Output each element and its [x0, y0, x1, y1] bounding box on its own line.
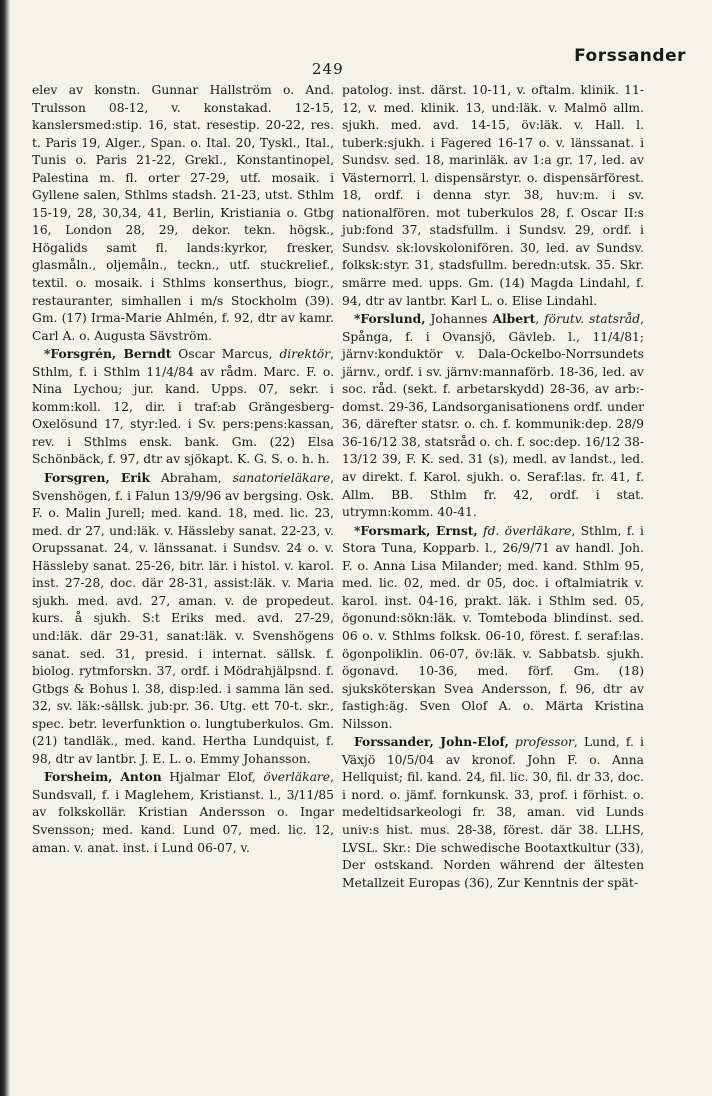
entry-text: , Sundsvall, f. i Maglehem, Kristianst. l., 3/11/85 av folkskollär. Kristian Andersson o. Ingar Svensson; med. kand. Lund 07, med. lic. 12, aman. v. anat. inst. i Lund 06-07, v.: [32, 770, 334, 855]
biography-entry: [342, 733, 644, 892]
entry-text: , Sthlm, f. i Stora Tuna, Kopparb. l., 26/9/71 av handl. Joh. F. o. Anna Lisa Milander; med. kand. Sthlm 95, med. lic. 02, med. dr 05, doc. i oftalmiatrik v. karol. inst. 04-16, prakt. läk. i Sthlm sed. 05, ögonund:sökn:läk. v. Tomteboda blindinst. sed. 06 o. v. Sthlms folksk. 06-10, förest. f. seraf:las. ögonpoliklin. 06-07, öv:läk. v. Sabbatsb. sjukh. ögonavd. 10-36, med. förf. Gm. (18) sjuksköterskan Svea Andersson, f. 96, dtr av fastigh:äg. Sven Olof A. o. Märta Kristina Nilsson.: [342, 523, 644, 731]
entry-title: förutv. statsråd: [544, 312, 641, 327]
continuation-paragraph: patolog. inst. därst. 10-11, v. oftalm. klinik. 11-12, v. med. klinik. 13, und:läk. v. Malmö allm. sjukh. med. avd. 14-15, öv:läk. v. Hall. l. tuberk:sjukh. i Fagered 16-17 o. v. länssanat. i Sundsv. sed. 18, marinläk. av 1:a gr. 17, led. av Västernorrl. l. dispensärstyr. o. dispensärförest. 18, ordf. i denna styr. 38, huv:m. i sv. nationalfören. mot tuberkulos 28, f. Oscar II:s jub:fond 37, stadsfullm. i Sundsv. 29, ordf. i Sundsv. sk:lovskolonifören. 30, led. av Sundsv. folksk:styr. 31, stadsfullm. beredn:utsk. 35. Skr. smärre med. upps. Gm. (14) Magda Lindahl, f. 94, dtr av lantbr. Karl L. o. Elise Lindahl.: [342, 83, 644, 308]
entry-title: överläkare: [263, 770, 331, 785]
page-edge: [0, 0, 10, 1096]
page-header: [30, 42, 686, 76]
entry-name: *Forsgrén, Berndt: [44, 346, 172, 362]
entry-name: Forsheim, Anton: [44, 769, 162, 785]
biography-entry: *Forsgrén, Berndt Oscar Marcus, direktör, Sthlm, f. i Sthlm 11/4/84 av rådm. Marc. F. o. Nina Lychou; jur. kand. Upps. 07, sekr. i komm:koll. 12, dir. i traf:ab Grängesberg-Oxelösund 17, styr:led. i Sv. pers:pens:kassan, rev. i Sthlms ensk. bank. Gm. (22) Elsa Schönbäck, f. 97, dtr av sjökapt. K. G. S. o. h. h.: [32, 346, 334, 467]
continuation-paragraph: elev av konstn. Gunnar Hallström o. And. Trulsson 08-12, v. konstakad. 12-15, kanslersmed:stip. 16, stat. resestip. 20-22, res. t. Paris 19, Alger., Span. o. Ital. 20, Tyskl., Ital., Tunis o. Paris 21-22, Grekl., Konstantinopel, Palestina m. fl. orter 27-29, utf. mosaik. i Gyllene salen, Sthlms stadsh. 21-23, utst. Sthlm 15-19, 28, 30,34, 41, Berlin, Kristiania o. Gtbg 16, London 28, 29, dekor. tekn. högsk., Högalids samt fl. lands:kyrkor, fresker, glasmåln., oljemåln., teckn., utf. stuckrelief., textil. o. mosaik. i Sthlms konserthus, biogr., restauranter, simhallen i m/s Stockholm (39). Gm. (17) Irma-Marie Ahlmén, f. 92, dtr av kamr. Carl A. o. Augusta Sävström.: [32, 83, 334, 343]
entry-title: professor: [515, 735, 574, 750]
entry-title: direktör: [279, 347, 331, 362]
entry-name: *Forslund,: [354, 311, 426, 327]
biography-entry: [342, 522, 644, 734]
entry-name: *Forsmark, Ernst,: [354, 522, 478, 538]
biography-entry: *Forslund, Johannes Albert, förutv. statsråd, Spånga, f. i Ovansjö, Gävleb. l., 11/4/81; järnv:konduktör v. Dala-Ockelbo-Norrsundets järnv., ordf. i sv. järnv:mannaförb. 18-36, led. av soc. råd. (sekt. f. arbetarskydd) 28-36, av arb:-domst. 29-36, Landsorganisationens ordf. under 36, därefter statsr. o. ch. f. kommunik:dep. 28/9 36-16/12 38, statsråd o. ch. f. soc:dep. 16/12 38-13/12 39, F. K. sed. 31 (s), medl. av landst., led. av direkt. f. Karol. sjukh. o. Seraf:las. fr. 41, f. Allm. BB. Sthlm fr. 42, ordf. i stat. utrymn:komm. 40-41.: [342, 311, 644, 520]
entry-text: , Svenshögen, f. i Falun 13/9/96 av bergsing. Osk. F. o. Malin Jurell; med. kand. 18, med. lic. 23, med. dr 27, und:läk. v. Hässleby sanat. 22-23, v. Orupssanat. 24, v. länssanat. i Sundsv. 24 o. v. Hässleby sanat. 25-26, bitr. lär. i histol. v. karol. inst. 27-28, doc. där 28-31, assist:läk. v. Maria sjukh. med. avd. 27, aman. v. de propedeut. kurs. å sjukh. S:t Eriks med. avd. 27-29, und:läk. där 29-31, sanat:läk. v. Svenshögens sanat. sed. 31, presid. i internat. sällsk. f. biolog. rytmforskn. 37, ordf. i Mödrahjälpsnd. f. Gtbgs & Bohus l. 38, disp:led. i samma län sed. 32, sv. läk:-sällsk. jub:pr. 36. Utg. ett 70-t. skr., spec. betr. leverfunktion o. lungtuberkulos. Gm. (21) tandläk., med. kand. Hertha Lundquist, f. 98, dtr av lantbr. J. E. L. o. Emmy Johansson.: [32, 471, 335, 766]
running-head: Forssander: [574, 46, 686, 66]
entry-text: , Spånga, f. i Ovansjö, Gävleb. l., 11/4/81; järnv:konduktör v. Dala-Ockelbo-Norrsundets järnv., ordf. i sv. järnv:mannaförb. 18-36, led. av soc. råd. (sekt. f. arbetarskydd) 28-36, av arb:-domst. 29-36, Landsorganisationens ordf. under 36, därefter statsr. o. ch. f. kommunik:dep. 28/9 36-16/12 38, statsråd o. ch. f. soc:dep. 16/12 38-13/12 39, F. K. sed. 31 (s), medl. av landst., led. av direkt. f. Karol. sjukh. o. Seraf:las. fr. 41, f. Allm. BB. Sthlm fr. 42, ordf. i stat. utrymn:komm. 40-41.: [342, 312, 644, 520]
entry-text: , Lund, f. i Växjö 10/5/04 av kronof. John F. o. Anna Hellquist; fil. kand. 24, fil. lic. 30, fil. dr 33, doc. i nord. o. jämf. fornkunsk. 33, prof. i förhist. o. medeltidsarkeologi fr. 38, aman. vid Lunds univ:s hist. mus. 28-38, förest. där 38. LLHS, LVSL. Skr.: Die schwedische Bootaxtkultur (33), Der ostskand. Norden während der ältesten Metallzeit Europas (36), Zur Kenntnis der spät-: [342, 735, 644, 890]
entry-name: Forsgren, Erik: [44, 470, 151, 486]
entry-title: sanatorieläkare: [232, 471, 331, 486]
entry-name: Forssander, John-Elof,: [354, 734, 509, 750]
biography-entry: Forsgren, Erik Abraham, sanatorieläkare, Svenshögen, f. i Falun 13/9/96 av bergsing. Osk. F. o. Malin Jurell; med. kand. 18, med. lic. 23, med. dr 27, und:läk. v. Hässleby sanat. 22-23, v. Orupssanat. 24, v. länssanat. i Sundsv. 24 o. v. Hässleby sanat. 25-26, bitr. lär. i histol. v. karol. inst. 27-28, doc. där 28-31, assist:läk. v. Maria sjukh. med. avd. 27, aman. v. de propedeut. kurs. å sjukh. S:t Eriks med. avd. 27-29, und:läk. där 29-31, sanat:läk. v. Svenshögens sanat. sed. 31, presid. i internat. sällsk. f. biolog. rytmforskn. 37, ordf. i Mödrahjälpsnd. f. Gtbgs & Bohus l. 38, disp:led. i samma län sed. 32, sv. läk:-sällsk. jub:pr. 36. Utg. ett 70-t. skr., spec. betr. leverfunktion o. lungtuberkulos. Gm. (21) tandläk., med. kand. Hertha Lundquist, f. 98, dtr av lantbr. J. E. L. o. Emmy Johansson.: [32, 470, 335, 766]
entry-name-given: Albert: [492, 311, 536, 327]
left-column: [32, 82, 334, 857]
entry-text: , Sthlm, f. i Sthlm 11/4/84 av rådm. Marc. F. o. Nina Lychou; jur. kand. Upps. 07, sekr. i komm:koll. 12, dir. i traf:ab Grängesberg-Oxelösund 17, styr:led. i Sv. pers:pens:kassan, rev. i Sthlms ensk. bank. Gm. (22) Elsa Schönbäck, f. 97, dtr av sjökapt. K. G. S. o. h. h.: [32, 347, 334, 467]
right-column: [342, 82, 644, 892]
text-columns: [32, 82, 682, 1072]
page-number: 249: [312, 60, 344, 78]
entry-title: fd. överläkare: [483, 523, 572, 538]
biography-entry: Forsheim, Anton Hjalmar Elof, överläkare, Sundsvall, f. i Maglehem, Kristianst. l., 3/11/85 av folkskollär. Kristian Andersson o. Ingar Svensson; med. kand. Lund 07, med. lic. 12, aman. v. anat. inst. i Lund 06-07, v.: [32, 769, 334, 855]
